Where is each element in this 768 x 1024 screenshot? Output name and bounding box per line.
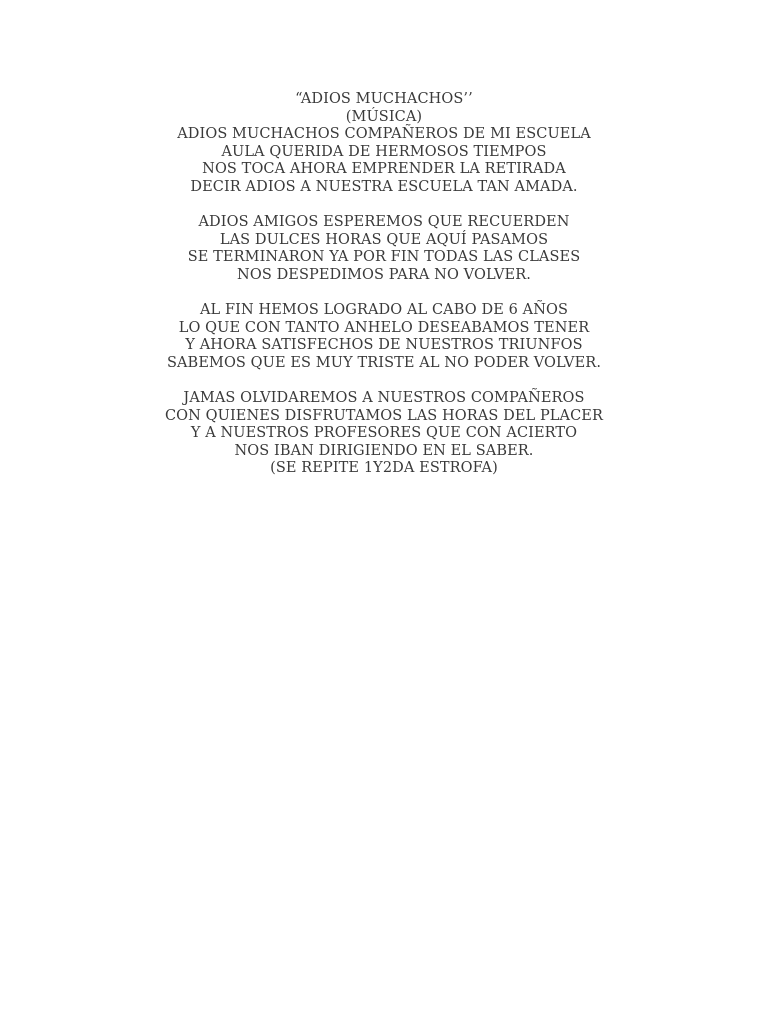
- stanza-line: ADIOS MUCHACHOS COMPAÑEROS DE MI ESCUELA: [177, 126, 591, 143]
- song-subtitle: (MÚSICA): [345, 108, 423, 125]
- stanza-line: CON QUIENES DISFRUTAMOS LAS HORAS DEL PLACER: [164, 407, 604, 424]
- repeat-note: (SE REPITE 1Y2DA ESTROFA): [270, 460, 498, 477]
- stanza-2: [0, 214, 768, 284]
- song-lyrics: [0, 91, 768, 478]
- stanza-line: Y AHORA SATISFECHOS DE NUESTROS TRIUNFOS: [185, 337, 583, 354]
- stanza-line: NOS DESPEDIMOS PARA NO VOLVER.: [237, 266, 531, 283]
- song-title: “ADIOS MUCHACHOS’’: [295, 91, 473, 107]
- stanza-line: DECIR ADIOS A NUESTRA ESCUELA TAN AMADA.: [190, 178, 578, 195]
- stanza-line: ADIOS AMIGOS ESPEREMOS QUE RECUERDEN: [198, 214, 570, 231]
- stanza-line: NOS IBAN DIRIGIENDO EN EL SABER.: [234, 442, 534, 459]
- header-block: [0, 91, 768, 197]
- stanza-line: NOS TOCA AHORA EMPRENDER LA RETIRADA: [202, 161, 566, 178]
- stanza-line: AULA QUERIDA DE HERMOSOS TIEMPOS: [221, 143, 547, 160]
- stanza-line: AL FIN HEMOS LOGRADO AL CABO DE 6 AÑOS: [199, 302, 569, 319]
- stanza-4: [0, 390, 768, 478]
- stanza-line: LAS DULCES HORAS QUE AQUÍ PASAMOS: [219, 231, 549, 248]
- stanza-line: Y A NUESTROS PROFESORES QUE CON ACIERTO: [190, 425, 578, 442]
- stanza-line: LO QUE CON TANTO ANHELO DESEABAMOS TENER: [178, 319, 590, 336]
- stanza-line: SABEMOS QUE ES MUY TRISTE AL NO PODER VOLVER.: [166, 354, 602, 371]
- stanza-3: [0, 302, 768, 372]
- stanza-line: JAMAS OLVIDAREMOS A NUESTROS COMPAÑEROS: [183, 390, 585, 407]
- stanza-line: SE TERMINARON YA POR FIN TODAS LAS CLASES: [187, 249, 581, 266]
